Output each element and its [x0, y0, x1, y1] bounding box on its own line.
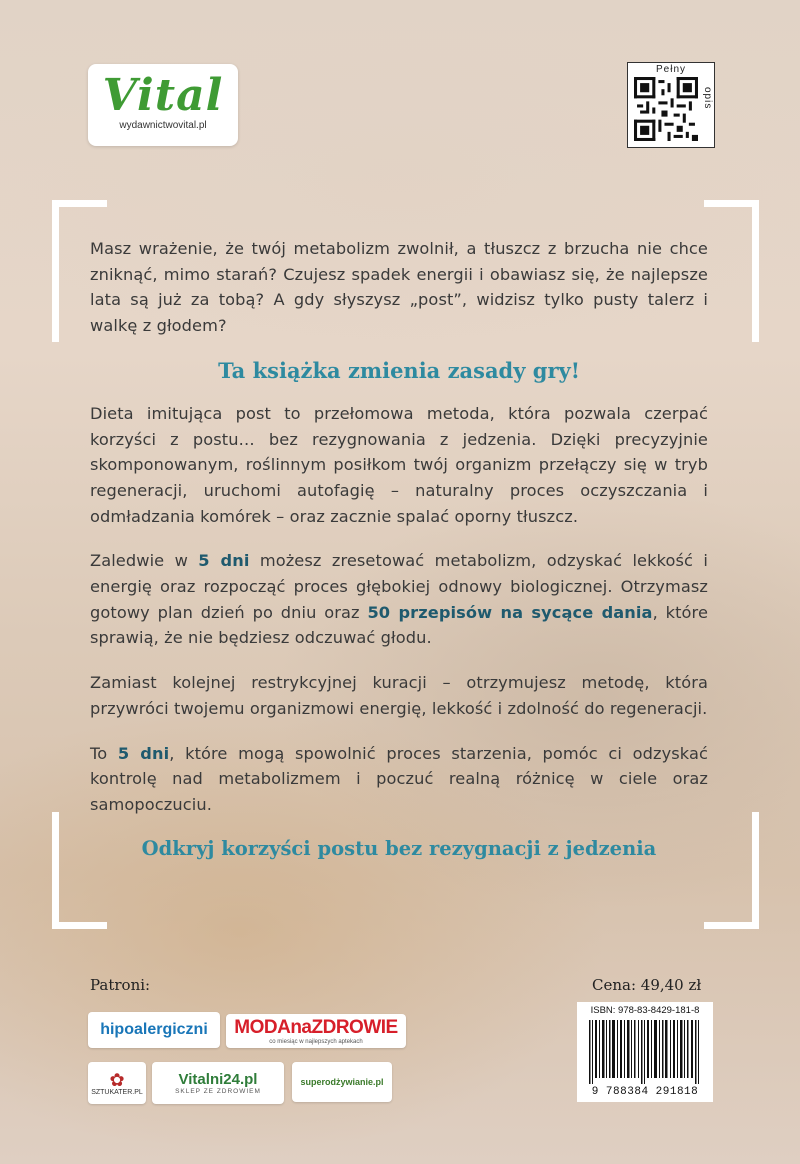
qr-label-side: opis	[702, 87, 713, 110]
patron-moda-text: MODAnaZDROWIE	[234, 1017, 398, 1038]
patron-sztukater-text: SZTUKATER.PL	[91, 1088, 143, 1096]
patron-hipo-text: hipoalergiczni	[100, 1021, 208, 1038]
patron-moda-tagline: co miesiąc w najlepszych aptekach	[269, 1039, 363, 1045]
patron-logo-sztukater	[88, 1062, 146, 1104]
plan-paragraph	[90, 548, 708, 651]
isbn-barcode-box	[577, 1002, 713, 1102]
headline: Ta książka zmienia zasady gry!	[218, 357, 580, 383]
qr-code-icon	[634, 77, 698, 141]
qr-label-top: Pełny	[655, 64, 686, 75]
patron-super-text: superodżywianie.pl	[300, 1077, 384, 1087]
logo-word: Vital	[102, 70, 224, 121]
blurb	[90, 236, 708, 878]
patrons-label: Patroni:	[90, 976, 151, 994]
frame-corner-top-right	[704, 200, 759, 342]
barcode-number: 9 788384 291818	[591, 1086, 699, 1098]
isbn-label: ISBN: 978-83-8429-181-8	[590, 1005, 700, 1016]
plan-text-3: , które sprawią, że nie będziesz odczuwać głodu.	[90, 602, 709, 648]
benefits-highlight-days: 5 dni	[117, 743, 170, 763]
barcode-icon	[587, 1020, 703, 1084]
benefits-text-1: To	[90, 743, 118, 763]
price-label: Cena: 49,40 zł	[592, 976, 702, 994]
qr-code-box	[627, 62, 715, 148]
frame-corner-bottom-right	[704, 812, 759, 929]
plan-text-1: Zaledwie w	[90, 551, 199, 571]
patron-vitalni-tagline: SKLEP ZE ZDROWIEM	[175, 1088, 261, 1095]
intro-paragraph: Masz wrażenie, że twój metabolizm zwolnił, a tłuszcz z brzucha nie chce zniknąć, mimo starań? Czujesz spadek energii i obawiasz się, że najlepsze lata są już za tobą? A gdy słyszysz „post”, widzisz tylko pusty talerz i walkę z głodem?	[90, 239, 708, 336]
plan-text-2: możesz zresetować metabolizm, odzyskać lekkość i energię oraz rozpocząć proces głębokiej odnowy biologicznej. Otrzymasz gotowy plan dzień po dniu oraz	[90, 551, 708, 622]
benefits-text-2: , które mogą spowolnić proces starzenia, pomóc ci odzyskać kontrolę nad metabolizmem i poczuć realną różnicę w ciele oraz samopoczuciu.	[90, 743, 708, 814]
benefits-paragraph	[90, 741, 708, 818]
plan-highlight-days: 5 dni	[198, 551, 250, 571]
patron-logo-vitalni24	[152, 1062, 284, 1104]
closing-headline: Odkryj korzyści postu bez rezygnacji z jedzenia	[141, 836, 657, 860]
patron-logo-moda-na-zdrowie	[226, 1014, 406, 1048]
sztukater-icon: ✿	[109, 1069, 125, 1090]
publisher-logo	[88, 64, 238, 146]
publisher-website: wydawnictwovital.pl	[119, 120, 207, 131]
method-paragraph: Dieta imitująca post to przełomowa metoda, która pozwala czerpać korzyści z postu… bez rezygnowania z jedzenia. Dzięki precyzyjnie skomponowanym, roślinnym posiłkom twój organizm przełączy się w tryb regeneracji, uruchomi autofagię – naturalny proces oczyszczania i odmładzania komórek – oraz zacznie spalać oporny tłuszcz.	[90, 403, 708, 526]
alternative-paragraph: Zamiast kolejnej restrykcyjnej kuracji – otrzymujesz metodę, która przywróci twojemu organizmowi energię, lekkość i zdolność do regeneracji.	[90, 673, 708, 718]
patron-vitalni-text: Vitalni24.pl	[178, 1071, 258, 1088]
patron-logo-superodzywianie	[292, 1062, 392, 1102]
plan-highlight-recipes: 50 przepisów na sycące dania	[367, 602, 653, 622]
patron-logo-hipoalergiczni	[88, 1012, 220, 1048]
